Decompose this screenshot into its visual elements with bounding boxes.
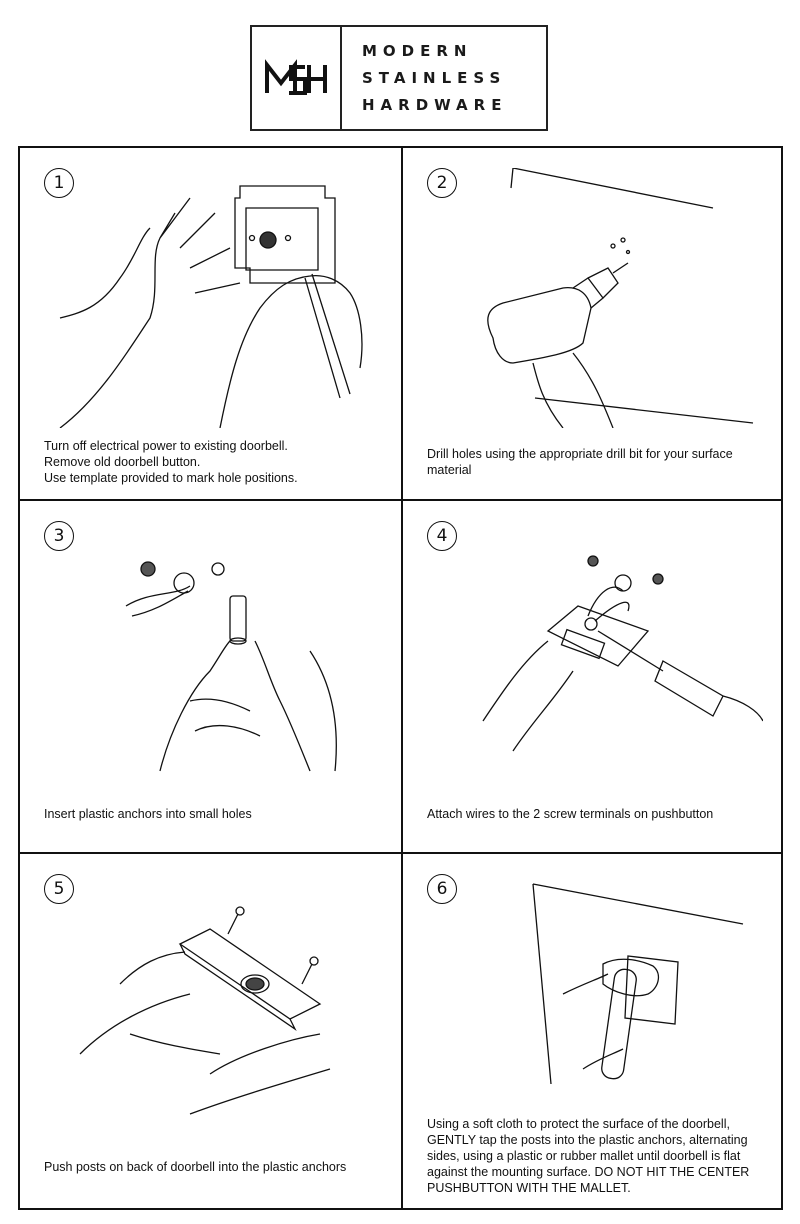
caption-line: GENTLY tap the posts into the plastic anchors, alternating xyxy=(427,1133,748,1147)
brand-line-3: HARDWARE xyxy=(362,95,508,114)
step-caption xyxy=(44,806,252,822)
caption-line: Remove old doorbell button. xyxy=(44,455,201,469)
brand-line-2: STAINLESS xyxy=(362,68,507,87)
step-caption xyxy=(427,1116,749,1196)
brand-name xyxy=(342,27,546,129)
caption-line: Use template provided to mark hole positions. xyxy=(44,471,298,485)
step-panel-4 xyxy=(403,501,784,853)
step-number: 1 xyxy=(44,168,74,198)
attach-wires-illustration xyxy=(423,521,763,781)
step-number: 5 xyxy=(44,874,74,904)
step-number: 6 xyxy=(427,874,457,904)
mark-holes-illustration xyxy=(40,168,380,428)
caption-line: Drill holes using the appropriate drill bit for your surface xyxy=(427,447,733,461)
step-caption xyxy=(44,438,298,486)
step-number: 3 xyxy=(44,521,74,551)
step-number: 2 xyxy=(427,168,457,198)
push-posts-illustration xyxy=(40,874,380,1134)
caption-line: Using a soft cloth to protect the surface of the doorbell, xyxy=(427,1117,730,1131)
step-panel-3 xyxy=(20,501,401,853)
step-caption xyxy=(427,806,713,822)
caption-line: Push posts on back of doorbell into the plastic anchors xyxy=(44,1160,347,1174)
step-caption xyxy=(44,1159,346,1175)
caption-line: Turn off electrical power to existing doorbell. xyxy=(44,439,288,453)
brand-line-1: MODERN xyxy=(362,41,473,60)
step-panel-2 xyxy=(403,148,784,500)
step-panel-1 xyxy=(20,148,401,500)
caption-line: sides, using a plastic or rubber mallet until doorbell is flat xyxy=(427,1149,741,1163)
monogram-logo xyxy=(252,27,342,129)
step-caption xyxy=(427,446,733,478)
insert-anchors-illustration xyxy=(40,521,380,781)
instruction-grid xyxy=(18,146,783,1210)
caption-line: Attach wires to the 2 screw terminals on pushbutton xyxy=(427,807,714,821)
brand-logo xyxy=(250,25,548,131)
caption-line: material xyxy=(427,463,472,477)
msh-monogram-icon xyxy=(261,53,331,103)
drill-holes-illustration xyxy=(423,168,763,428)
caption-line: Insert plastic anchors into small holes xyxy=(44,807,252,821)
step-number: 4 xyxy=(427,521,457,551)
caption-line: against the mounting surface. DO NOT HIT THE CENTER xyxy=(427,1165,750,1179)
caption-line: PUSHBUTTON WITH THE MALLET. xyxy=(427,1181,631,1195)
tap-posts-illustration xyxy=(423,874,763,1084)
step-panel-6 xyxy=(403,854,784,1206)
step-panel-5 xyxy=(20,854,401,1206)
